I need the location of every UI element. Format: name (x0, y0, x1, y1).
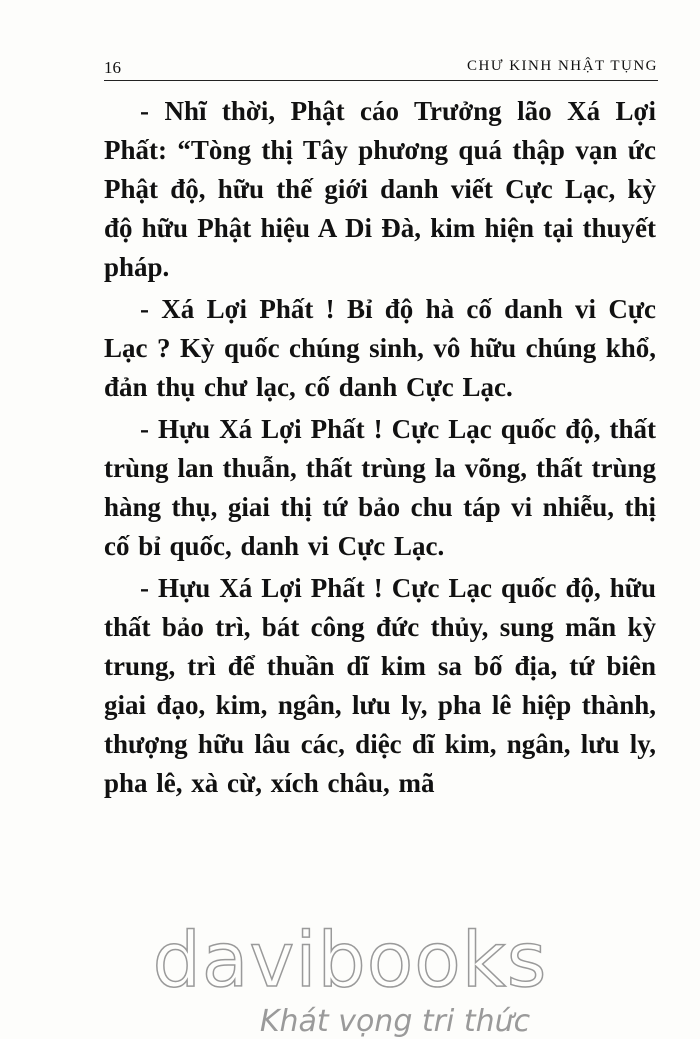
watermark-tagline: Khát vọng tri thức (259, 1004, 531, 1039)
paragraph: - Xá Lợi Phất ! Bỉ độ hà cố danh vi Cực Lạc ? Kỳ quốc chúng sinh, vô hữu chúng khổ, đản thụ chư lạc, cố danh Cực Lạc. (104, 294, 656, 402)
page-header (104, 56, 658, 81)
body-text (104, 92, 656, 806)
watermark-logo: davibooks (152, 915, 548, 1004)
paragraph: - Hựu Xá Lợi Phất ! Cực Lạc quốc độ, thất trùng lan thuẫn, thất trùng la võng, thất trùng hàng thụ, giai thị tứ bảo chu táp vi nhiễu, thị cố bỉ quốc, danh vi Cực Lạc. (104, 414, 656, 561)
running-title: CHƯ KINH NHẬT TỤNG (467, 58, 658, 74)
paragraph: - Nhĩ thời, Phật cáo Trưởng lão Xá Lợi Phất: “Tòng thị Tây phương quá thập vạn ức Phật độ, hữu thế giới danh viết Cực Lạc, kỳ độ hữu Phật hiệu A Di Đà, kim hiện tại thuyết pháp. (104, 96, 656, 282)
watermark (0, 915, 700, 1039)
paragraph: - Hựu Xá Lợi Phất ! Cực Lạc quốc độ, hữu thất bảo trì, bát công đức thủy, sung mãn kỳ trung, trì để thuần dĩ kim sa bố địa, tứ biên giai đạo, kim, ngân, lưu ly, pha lê hiệp thành, thượng hữu lâu các, diệc dĩ kim, ngân, lưu ly, pha lê, xà cừ, xích châu, mã (104, 573, 656, 798)
page-number: 16 (104, 58, 121, 77)
